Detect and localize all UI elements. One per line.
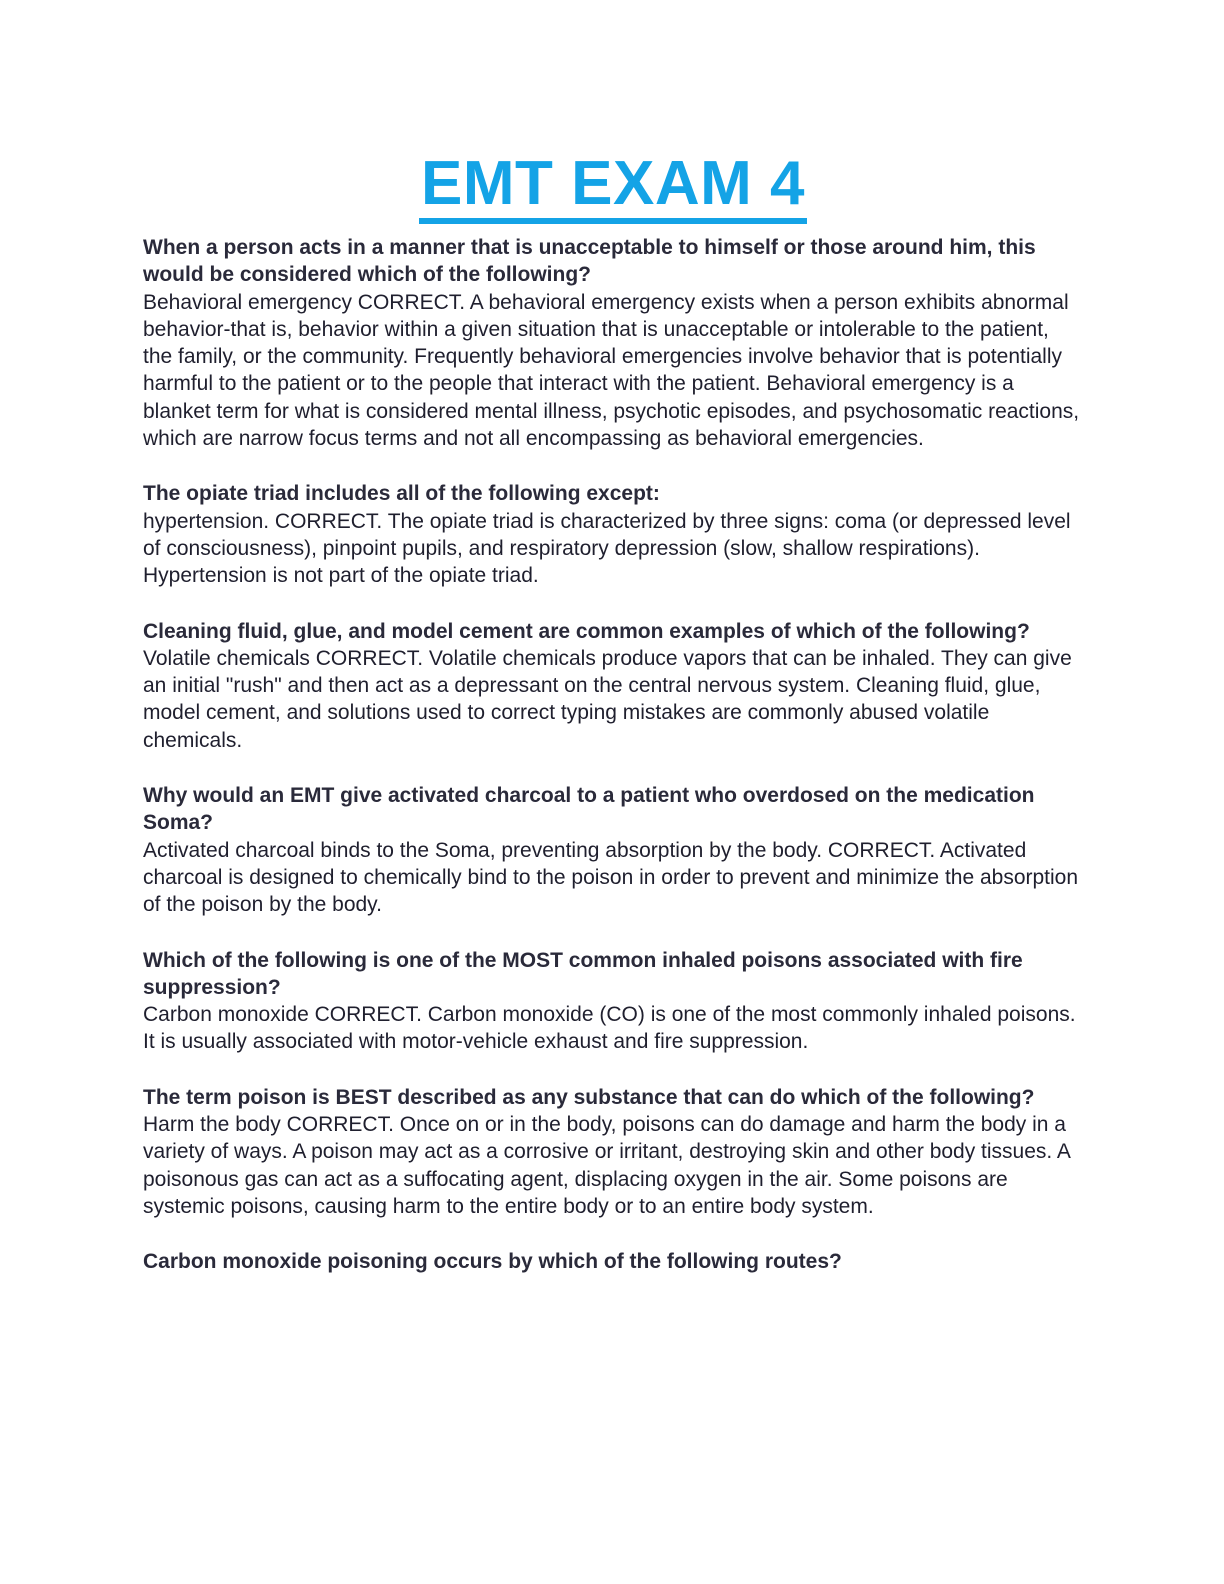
answer-text: Activated charcoal binds to the Soma, preventing absorption by the body. CORRECT. Activated charcoal is designed to chemically bind to the poison in order to prevent and minimize the absorption of the poison by the body. — [143, 838, 1079, 917]
answer-text: Carbon monoxide CORRECT. Carbon monoxide (CO) is one of the most commonly inhaled poisons. It is usually associated with motor-vehicle exhaust and fire suppression. — [143, 1003, 1076, 1054]
qa-item-4 — [143, 782, 1083, 918]
qa-item-7 — [143, 1248, 1083, 1275]
qa-item-6 — [143, 1084, 1083, 1220]
qa-item-3 — [143, 618, 1083, 754]
question-text: Carbon monoxide poisoning occurs by which of the following routes? — [143, 1250, 842, 1274]
qa-item-5 — [143, 947, 1083, 1056]
question-text: Which of the following is one of the MOST common inhaled poisons associated with fire suppression? — [143, 948, 1023, 999]
qa-item-1 — [143, 234, 1083, 452]
question-text: When a person acts in a manner that is unacceptable to himself or those around him, this would be considered which of the following? — [143, 236, 1036, 287]
qa-item-2 — [143, 480, 1083, 589]
title-wrapper — [143, 150, 1083, 224]
question-text: The term poison is BEST described as any substance that can do which of the following? — [143, 1085, 1035, 1109]
question-text: Why would an EMT give activated charcoal to a patient who overdosed on the medication Soma? — [143, 784, 1035, 835]
document-page — [143, 150, 1083, 1304]
answer-text: hypertension. CORRECT. The opiate triad is characterized by three signs: coma (or depressed level of consciousness), pinpoint pupils, and respiratory depression (slow, shallow respirations). Hypertension is not part of the opiate triad. — [143, 509, 1071, 588]
page-title: EMT EXAM 4 — [419, 150, 807, 224]
answer-text: Harm the body CORRECT. Once on or in the body, poisons can do damage and harm the body in a variety of ways. A poison may act as a corrosive or irritant, destroying skin and other body tissues. A poisonous gas can act as a suffocating agent, displacing oxygen in the air. Some poisons are systemic poisons, causing harm to the entire body or to an entire body system. — [143, 1113, 1070, 1218]
question-text: Cleaning fluid, glue, and model cement are common examples of which of the following? — [143, 619, 1030, 643]
question-text: The opiate triad includes all of the following except: — [143, 482, 660, 506]
answer-text: Volatile chemicals CORRECT. Volatile chemicals produce vapors that can be inhaled. They can give an initial "rush" and then act as a depressant on the central nervous system. Cleaning fluid, glue, model cement, and solutions used to correct typing mistakes are commonly abused volatile chemicals. — [143, 646, 1072, 752]
answer-text: Behavioral emergency CORRECT. A behavioral emergency exists when a person exhibits abnormal behavior-that is, behavior within a given situation that is unacceptable or intolerable to the patient, the family, or the community. Frequently behavioral emergencies involve behavior that is potentially harmful to the patient or to the people that interact with the patient. Behavioral emergency is a blanket term for what is considered mental illness, psychotic episodes, and psychosomatic reactions, which are narrow focus terms and not all encompassing as behavioral emergencies. — [143, 290, 1080, 451]
